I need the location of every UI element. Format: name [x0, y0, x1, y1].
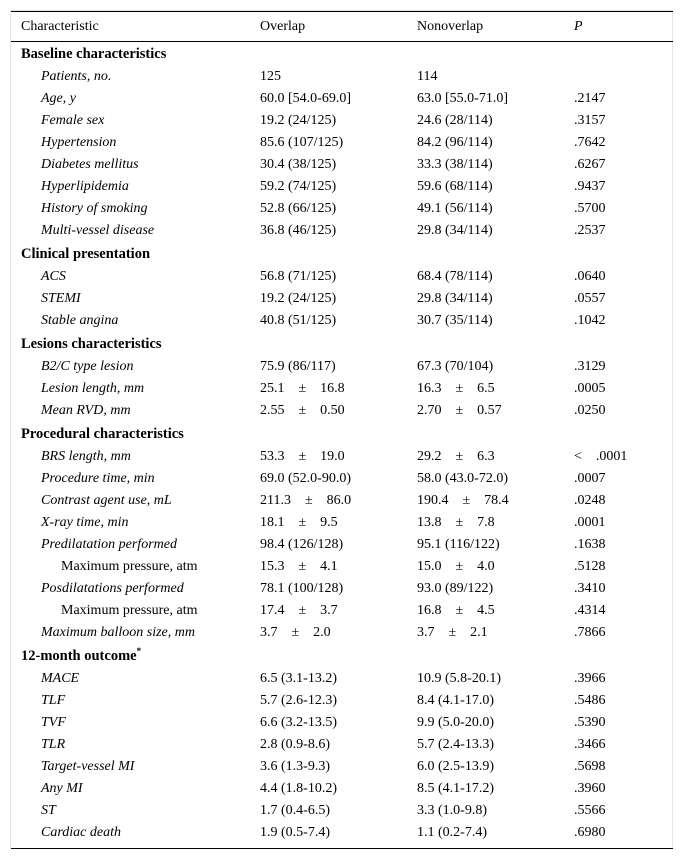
nonoverlap-value: 13.8 ± 7.8	[417, 515, 495, 530]
section-heading-outcome	[0, 645, 684, 667]
p-value: .5698	[574, 759, 606, 774]
section-title	[21, 645, 141, 667]
table-row	[0, 578, 684, 600]
nonoverlap-value: 33.3 (38/114)	[417, 157, 493, 172]
p-value: .3129	[574, 359, 606, 374]
row-label: ACS	[41, 269, 66, 284]
nonoverlap-value: 3.3 (1.0-9.8)	[417, 803, 487, 818]
table-row	[0, 220, 684, 242]
overlap-value: 69.0 (52.0-90.0)	[260, 471, 351, 486]
section-heading-lesions	[0, 333, 684, 355]
overlap-value: 1.9 (0.5-7.4)	[260, 825, 330, 840]
table-row	[0, 468, 684, 490]
nonoverlap-value: 29.2 ± 6.3	[417, 449, 495, 464]
p-value: .0557	[574, 291, 606, 306]
table-row	[0, 446, 684, 468]
table-row	[0, 176, 684, 198]
overlap-value: 17.4 ± 3.7	[260, 603, 338, 618]
header-rule	[11, 41, 673, 42]
row-label: STEMI	[41, 291, 81, 306]
row-label: Any MI	[41, 781, 83, 796]
nonoverlap-value: 9.9 (5.0-20.0)	[417, 715, 494, 730]
row-label: Maximum pressure, atm	[61, 603, 198, 618]
p-value: .5566	[574, 803, 606, 818]
nonoverlap-value: 16.8 ± 4.5	[417, 603, 495, 618]
nonoverlap-value: 8.4 (4.1-17.0)	[417, 693, 494, 708]
nonoverlap-value: 95.1 (116/122)	[417, 537, 500, 552]
section-heading-procedural	[0, 423, 684, 445]
row-label: B2/C type lesion	[41, 359, 134, 374]
overlap-value: 36.8 (46/125)	[260, 223, 337, 238]
overlap-value: 4.4 (1.8-10.2)	[260, 781, 337, 796]
table-row	[0, 490, 684, 512]
table-row	[0, 622, 684, 644]
p-value: .3410	[574, 581, 606, 596]
overlap-value: 59.2 (74/125)	[260, 179, 337, 194]
p-value: .0250	[574, 403, 606, 418]
nonoverlap-value: 16.3 ± 6.5	[417, 381, 495, 396]
nonoverlap-value: 63.0 [55.0-71.0]	[417, 91, 508, 106]
table-row	[0, 132, 684, 154]
section-title: Lesions characteristics	[21, 336, 162, 352]
section-title-text: 12-month outcome	[21, 648, 137, 664]
row-label: Procedure time, min	[41, 471, 155, 486]
p-value: .1042	[574, 313, 606, 328]
table-row	[0, 690, 684, 712]
table-row	[0, 712, 684, 734]
overlap-value: 52.8 (66/125)	[260, 201, 337, 216]
row-label: Age, y	[41, 91, 76, 106]
table-row	[0, 356, 684, 378]
overlap-value: 18.1 ± 9.5	[260, 515, 338, 530]
nonoverlap-value: 8.5 (4.1-17.2)	[417, 781, 494, 796]
overlap-value: 19.2 (24/125)	[260, 113, 337, 128]
row-label: History of smoking	[41, 201, 148, 216]
p-value: .3466	[574, 737, 606, 752]
overlap-value: 3.7 ± 2.0	[260, 625, 331, 640]
nonoverlap-value: 2.70 ± 0.57	[417, 403, 502, 418]
overlap-value: 98.4 (126/128)	[260, 537, 344, 552]
overlap-value: 78.1 (100/128)	[260, 581, 344, 596]
nonoverlap-value: 5.7 (2.4-13.3)	[417, 737, 494, 752]
section-title: Clinical presentation	[21, 246, 151, 262]
overlap-value: 5.7 (2.6-12.3)	[260, 693, 337, 708]
p-value: .1638	[574, 537, 606, 552]
row-label: Cardiac death	[41, 825, 121, 840]
p-value: .6267	[574, 157, 606, 172]
table-row	[0, 266, 684, 288]
p-value: .0005	[574, 381, 606, 396]
overlap-value: 6.6 (3.2-13.5)	[260, 715, 337, 730]
table-row	[0, 734, 684, 756]
table-row	[0, 88, 684, 110]
overlap-value: 15.3 ± 4.1	[260, 559, 338, 574]
nonoverlap-value: 114	[417, 69, 438, 84]
table-row	[0, 668, 684, 690]
row-label: Stable angina	[41, 313, 119, 328]
nonoverlap-value: 58.0 (43.0-72.0)	[417, 471, 508, 486]
row-label: TLF	[41, 693, 66, 708]
overlap-value: 211.3 ± 86.0	[260, 493, 352, 508]
overlap-value: 53.3 ± 19.0	[260, 449, 345, 464]
p-value: .5700	[574, 201, 606, 216]
row-label: Hypertension	[41, 135, 117, 150]
table-row	[0, 110, 684, 132]
p-value: .7642	[574, 135, 606, 150]
overlap-value: 3.6 (1.3-9.3)	[260, 759, 330, 774]
row-label: BRS length, mm	[41, 449, 131, 464]
overlap-value: 6.5 (3.1-13.2)	[260, 671, 337, 686]
overlap-value: 2.55 ± 0.50	[260, 403, 345, 418]
table-row	[0, 778, 684, 800]
table-row	[0, 600, 684, 622]
section-title: Baseline characteristics	[21, 46, 167, 62]
overlap-value: 40.8 (51/125)	[260, 313, 337, 328]
table-row	[0, 800, 684, 822]
nonoverlap-value: 10.9 (5.8-20.1)	[417, 671, 501, 686]
table-row	[0, 198, 684, 220]
nonoverlap-value: 59.6 (68/114)	[417, 179, 493, 194]
section-heading-baseline	[0, 43, 684, 65]
row-label: Predilatation performed	[41, 537, 177, 552]
p-value: .0001	[574, 515, 606, 530]
nonoverlap-value: 190.4 ± 78.4	[417, 493, 509, 508]
top-rule	[11, 11, 673, 12]
table-row	[0, 534, 684, 556]
header-nonoverlap: Nonoverlap	[417, 19, 484, 34]
row-label: TLR	[41, 737, 66, 752]
row-label: Multi-vessel disease	[41, 223, 155, 238]
p-value: .4314	[574, 603, 606, 618]
table-row	[0, 822, 684, 844]
nonoverlap-value: 67.3 (70/104)	[417, 359, 494, 374]
row-label: Lesion length, mm	[41, 381, 145, 396]
table-row	[0, 512, 684, 534]
row-label: ST	[41, 803, 56, 818]
row-label: Mean RVD, mm	[41, 403, 131, 418]
overlap-value: 2.8 (0.9-8.6)	[260, 737, 330, 752]
row-label: TVF	[41, 715, 66, 730]
row-label: Target-vessel MI	[41, 759, 135, 774]
row-label: MACE	[41, 671, 80, 686]
overlap-value: 75.9 (86/117)	[260, 359, 336, 374]
p-value: < .0001	[574, 449, 628, 464]
p-value: .0007	[574, 471, 606, 486]
row-label: Hyperlipidemia	[41, 179, 129, 194]
p-value: .7866	[574, 625, 606, 640]
p-value: .0640	[574, 269, 606, 284]
p-value: .2537	[574, 223, 606, 238]
table-row	[0, 556, 684, 578]
section-heading-clinical	[0, 243, 684, 265]
table-row	[0, 66, 684, 88]
nonoverlap-value: 6.0 (2.5-13.9)	[417, 759, 494, 774]
table-row	[0, 756, 684, 778]
nonoverlap-value: 93.0 (89/122)	[417, 581, 494, 596]
row-label: Diabetes mellitus	[41, 157, 139, 172]
overlap-value: 1.7 (0.4-6.5)	[260, 803, 330, 818]
p-value: .5390	[574, 715, 606, 730]
p-value: .5128	[574, 559, 606, 574]
row-label: Maximum balloon size, mm	[41, 625, 195, 640]
overlap-value: 60.0 [54.0-69.0]	[260, 91, 351, 106]
p-value: .2147	[574, 91, 606, 106]
table-row	[0, 154, 684, 176]
nonoverlap-value: 68.4 (78/114)	[417, 269, 493, 284]
row-label: Posdilatations performed	[41, 581, 184, 596]
p-value: .3960	[574, 781, 606, 796]
p-value: .5486	[574, 693, 606, 708]
overlap-value: 85.6 (107/125)	[260, 135, 344, 150]
header-characteristic: Characteristic	[21, 19, 99, 34]
p-value: .3966	[574, 671, 606, 686]
nonoverlap-value: 49.1 (56/114)	[417, 201, 493, 216]
table-row	[0, 378, 684, 400]
nonoverlap-value: 29.8 (34/114)	[417, 223, 493, 238]
header-p-value: P	[574, 19, 583, 34]
nonoverlap-value: 84.2 (96/114)	[417, 135, 493, 150]
row-label: Female sex	[41, 113, 105, 128]
table-row	[0, 400, 684, 422]
row-label: Patients, no.	[41, 69, 112, 84]
nonoverlap-value: 29.8 (34/114)	[417, 291, 493, 306]
table-row	[0, 310, 684, 332]
p-value: .0248	[574, 493, 606, 508]
bottom-rule	[11, 848, 673, 849]
footnote-marker: *	[136, 646, 142, 657]
section-title: Procedural characteristics	[21, 426, 184, 442]
p-value: .6980	[574, 825, 606, 840]
p-value: .3157	[574, 113, 606, 128]
nonoverlap-value: 30.7 (35/114)	[417, 313, 493, 328]
nonoverlap-value: 1.1 (0.2-7.4)	[417, 825, 487, 840]
overlap-value: 125	[260, 69, 281, 84]
nonoverlap-value: 3.7 ± 2.1	[417, 625, 488, 640]
row-label: X-ray time, min	[41, 515, 129, 530]
nonoverlap-value: 24.6 (28/114)	[417, 113, 493, 128]
nonoverlap-value: 15.0 ± 4.0	[417, 559, 495, 574]
overlap-value: 56.8 (71/125)	[260, 269, 337, 284]
overlap-value: 30.4 (38/125)	[260, 157, 337, 172]
overlap-value: 25.1 ± 16.8	[260, 381, 345, 396]
p-value: .9437	[574, 179, 606, 194]
table-row	[0, 288, 684, 310]
row-label: Contrast agent use, mL	[41, 493, 172, 508]
row-label: Maximum pressure, atm	[61, 559, 198, 574]
table-header-row	[0, 16, 684, 38]
overlap-value: 19.2 (24/125)	[260, 291, 337, 306]
header-overlap: Overlap	[260, 19, 306, 34]
